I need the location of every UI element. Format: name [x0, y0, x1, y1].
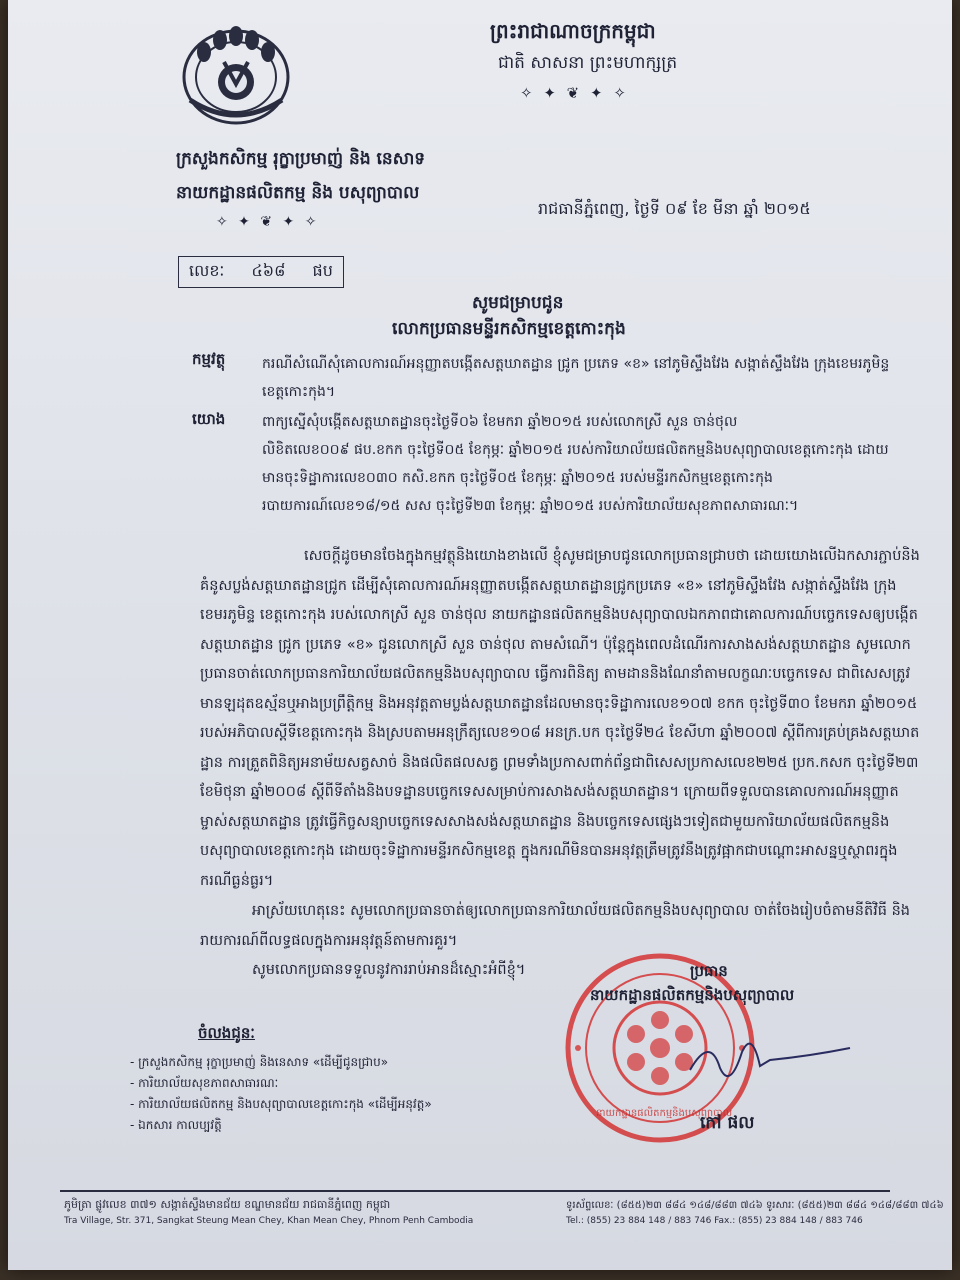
kingdom-heading: ព្រះរាជាណាចក្រកម្ពុជា [490, 19, 656, 43]
cc-list [130, 1052, 550, 1136]
body-paragraph-conclusion: អាស្រ័យហេតុនេះ សូមលោកប្រធានចាត់ឲ្យលោកប្រធានការិយាល័យផលិតកម្មនិងបសុព្យាបាល ចាត់ចែងរៀបចំតាមនីតិវិធី និងរាយការណ៍ពីលទ្ធផលក្នុងការអនុវត្តន៍តាមការគួរ។ [200, 903, 910, 949]
reference-number [178, 256, 344, 288]
subject-label: កម្មវត្ថុ [192, 350, 226, 368]
reference-list [262, 408, 902, 520]
body-closing: សូមលោកប្រធានទទួលនូវការរាប់អានដ៏ស្មោះអំពីខ្ញុំ។ [252, 962, 526, 978]
ref-label: លេខៈ [189, 261, 225, 280]
footer-address-km: ភូមិត្រា ផ្លូវលេខ ៣៧១ សង្កាត់ស្ទឹងមានជ័យ ខណ្ឌមានជ័យ រាជធានីភ្នំពេញ កម្ពុជា [64, 1198, 391, 1211]
ministry-name: ក្រសួងកសិកម្ម រុក្ខាប្រមាញ់ និង នេសាទ [176, 149, 426, 169]
footer-phone-km: ទូរស័ព្ទលេខៈ (៨៥៥)២៣ ៨៨៤ ១៤៨/៨៨៣ ៧៤៦ ទូរសារៈ (៨៥៥)២៣ ៨៨៤ ១៤៨/៨៨៣ ៧៤៦ [566, 1200, 944, 1211]
subject-text: ករណីសំណើសុំគោលការណ៍អនុញ្ញាតបង្កើតសត្តឃាតដ្ឋាន ជ្រូក ប្រភេទ «ខ» នៅភូមិស្ទឹងវែង សង្កាត់ស្ទឹងវែង ក្រុងខេមរភូមិន្ទ ខេត្តកោះកុង។ [262, 356, 890, 400]
cc-item: - ក្រសួងកសិកម្ម រុក្ខាប្រមាញ់ និងនេសាទ «ដើម្បីជូនជ្រាប» [130, 1055, 389, 1069]
seal-text: នាយកដ្ឋានផលិតកម្មនិងបសុព្យាបាល [596, 1108, 733, 1119]
ref-suffix: ផប [312, 261, 333, 280]
body-paragraph-main: សេចក្តីដូចមានចែងក្នុងកម្មវត្ថុនិងយោងខាងលើ ខ្ញុំសូមជម្រាបជូនលោកប្រធានជ្រាបថា ដោយយោងលើឯកសារភ្ជាប់និងគំនូសប្លង់សត្តឃាតដ្ឋានជ្រូក ដើម្បីសុំគោលការណ៍អនុញ្ញាតបង្កើតសត្តឃាតដ្ឋានជ្រូកប្រភេទ «ខ» នៅភូមិស្ទឹងវែង សង្កាត់ស្ទឹងវែង ក្រុងខេមរភូមិន្ទ ខេត្តកោះកុង របស់លោកស្រី សួន ចាន់ថុល នាយកដ្ឋានផលិតកម្មនិងបសុព្យាបាលឯកភាពជាគោលការណ៍បច្ចេកទេសឲ្យបង្កើតសត្តឃាតដ្ឋាន ជ្រូក ប្រភេទ «ខ» ជូនលោកស្រី សួន ចាន់ថុល តាមសំណើ។ ប៉ុន្តែក្នុងពេលដំណើរការសាងសង់សត្តឃាតដ្ឋាន សូមលោកប្រធានចាត់លោកប្រធានការិយាល័យផលិតកម្មនិងបសុព្យាបាល ធ្វើការពិនិត្យ តាមដាននិងណែនាំតាមលក្ខណៈបច្ចេកទេស ជាពិសេសត្រូវមានឡដុតឧស្ម័នឬអាងប្រព្រឹត្តិកម្ម និងអនុវត្តតាមប្លង់សត្តឃាតដ្ឋានដែលមានចុះទិដ្ឋាការលេខ១០៧ ខកក ចុះថ្ងៃទី៣០ ខែមករា ឆ្នាំ២០១៥ របស់អភិបាលស្តីទីខេត្តកោះកុង និងស្របតាមអនុក្រឹត្យលេខ១០៨ អនក្រ.បក ចុះថ្ងៃទី២៤ ខែសីហា ឆ្នាំ២០០៧ ស្តីពីការគ្រប់គ្រងសត្តឃាតដ្ឋាន ការត្រួតពិនិត្យអនាម័យសត្វសាច់ និងផលិតផលសត្វ ព្រមទាំងប្រកាសពាក់ព័ន្ធជាពិសេសប្រកាសលេខ២២៥ ប្រក.កសក ចុះថ្ងៃទី២៣ ខែមិថុនា ឆ្នាំ២០០៨ ស្តីពីទីតាំងនិងបទដ្ឋានបច្ចេកទេសសម្រាប់ការសាងសង់សត្តឃាតដ្ឋាន។ ក្រោយពីទទួលបានគោលការណ៍អនុញ្ញាតម្ចាស់សត្តឃាតដ្ឋាន ត្រូវធ្វើកិច្ចសន្យាបច្ចេកទេសសាងសង់សត្តឃាតដ្ឋាន និងបច្ចេកទេសផ្សេងៗទៀតជាមួយការិយាល័យផលិតកម្មនិងបសុព្យាបាលខេត្តកោះកុង ដោយចុះទិដ្ឋាការមន្ទីរកសិកម្មខេត្ត ក្នុងករណីមិនបានអនុវត្តត្រឹមត្រូវនឹងត្រូវផ្អាកជាបណ្តោះអាសន្នឬស្ថាពរក្នុងករណីធ្ងន់ធ្ងរ។ [200, 548, 920, 889]
national-motto: ជាតិ សាសនា ព្រះមហាក្សត្រ [498, 53, 678, 73]
place-and-date: រាជធានីភ្នំពេញ, ថ្ងៃទី ០៩ ខែ មីនា ឆ្នាំ ២០១៥ [538, 199, 811, 218]
ref-number: ៤៦៨ [251, 261, 286, 280]
reference-item: លិខិតលេខ០០៩ ផប.ខកក ចុះថ្ងៃទី០៥ ខែកុម្ភៈ ឆ្នាំ២០១៥ របស់ការិយាល័យផលិតកម្មនិងបសុព្យាបាលខេត្តកោះកុង ដោយមានចុះទិដ្ឋាការលេខ០៣០ កសិ.ខកក ចុះថ្ងៃទី០៥ ខែកុម្ភៈ ឆ្នាំ២០១៥ របស់មន្ទីរកសិកម្មខេត្តកោះកុង [262, 442, 889, 486]
handwritten-signature-icon [680, 1030, 860, 1090]
department-name: នាយកដ្ឋានផលិតកម្ម និង បសុព្យាបាល [176, 183, 420, 203]
motto-ornament: ✧ ✦ ❦ ✦ ✧ [520, 84, 629, 102]
department-ornament: ✧ ✦ ❦ ✦ ✧ [216, 214, 320, 230]
reference-item: ពាក្យស្នើសុំបង្កើតសត្តឃាតដ្ឋានចុះថ្ងៃទី០៦ ខែមករា ឆ្នាំ២០១៥ របស់លោកស្រី សួន ចាន់ថុល [262, 414, 738, 430]
reference-label: យោង [192, 410, 226, 428]
cc-item: - ឯកសារ កាលប្បវត្តិ [130, 1118, 222, 1132]
addressee: លោកប្រធានមន្ទីរកសិកម្មខេត្តកោះកុង [392, 319, 626, 339]
ministry-emblem-icon [176, 22, 296, 132]
footer-address-en: Tra Village, Str. 371, Sangkat Steung Mean Chey, Khan Mean Chey, Phnom Penh Cambodia [64, 1216, 474, 1226]
footer-phone-en: Tel.: (855) 23 884 148 / 883 746 Fax.: (855) 23 884 148 / 883 746 [566, 1216, 863, 1226]
footer-divider [60, 1190, 890, 1192]
signatory-name: កៅ ផល [700, 1113, 755, 1133]
salutation: សូមជម្រាបជូន [472, 293, 564, 313]
signatory-title: ប្រធាន [690, 962, 728, 980]
cc-item: - ការិយាល័យផលិតកម្ម និងបសុព្យាបាលខេត្តកោះកុង «ដើម្បីអនុវត្ត» [130, 1097, 432, 1111]
signatory-unit: នាយកដ្ឋានផលិតកម្មនិងបសុព្យាបាល [590, 986, 795, 1004]
cc-item: - ការិយាល័យសុខភាពសាធារណៈ [130, 1076, 279, 1090]
reference-item: របាយការណ៍លេខ១៨/១៥ សស ចុះថ្ងៃទី២៣ ខែកុម្ភៈ ឆ្នាំ២០១៥ របស់ការិយាល័យសុខភាពសាធារណៈ។ [262, 498, 799, 514]
cc-label: ចំលងជូនៈ [198, 1024, 255, 1042]
